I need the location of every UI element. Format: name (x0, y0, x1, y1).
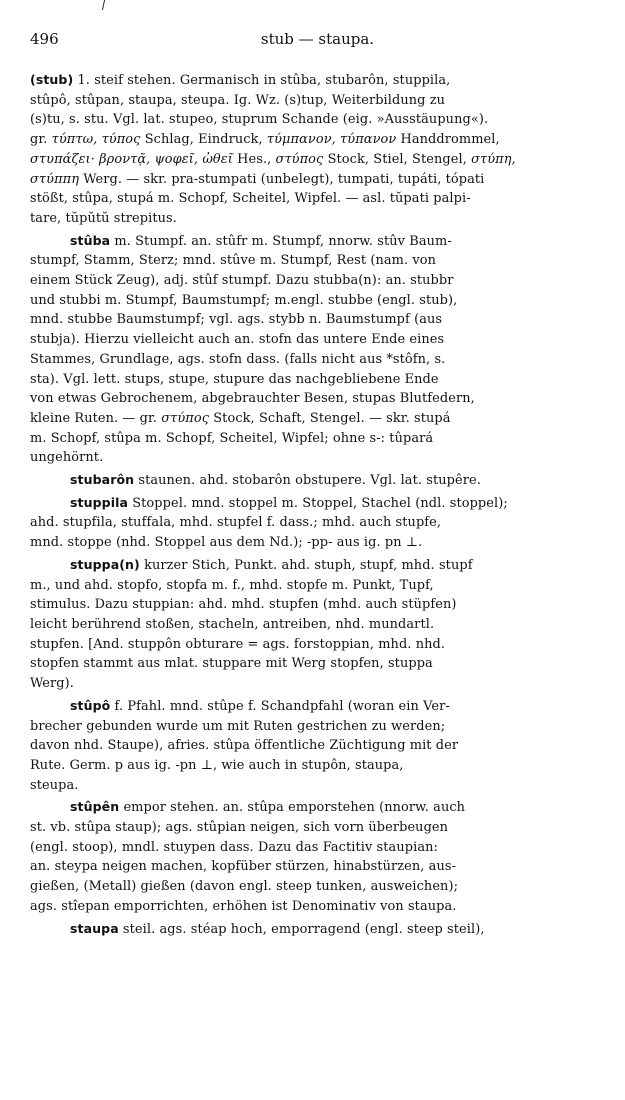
entry-text: (s)tu, s. stu. Vgl. lat. stupeo, stuprum Schande (eig. »Ausstäupung«). (30, 112, 489, 128)
headword: stuppila (70, 494, 129, 510)
entry-text: stopfen stammt aus mlat. stuppare mit Werg stopfen, stuppa (30, 656, 433, 672)
sub-entry (30, 470, 612, 491)
entry-text: Werg). (30, 676, 74, 692)
entry-line (30, 130, 612, 150)
entry-line (30, 838, 612, 858)
entry-text: m. Schopf, stûpa m. Schopf, Scheitel, Wipfel; ohne s-: tûpará (30, 430, 434, 446)
entry-line (30, 91, 612, 111)
entry-text: stumpf, Stamm, Sterz; mnd. stûve m. Stumpf, Rest (nam. von (30, 253, 437, 269)
entry-text: steil. ags. stéap hoch, emporragend (engl. steep steil), (118, 921, 485, 937)
entry-text: ags. stîepan emporrichten, erhöhen ist Denominativ von staupa. (30, 898, 457, 914)
entry-line (30, 615, 612, 635)
entry-line (30, 877, 612, 897)
entry-line (30, 150, 612, 170)
headword: stûpên (70, 799, 120, 815)
entry-text: staunen. ahd. stobarôn obstupere. Vgl. lat. stupêre. (134, 473, 481, 489)
sub-entry (30, 696, 612, 796)
entry-text: Stock, Schaft, Stengel. — skr. stupá (209, 410, 451, 426)
entry-line (70, 470, 612, 491)
greek-text: τύπτω, τύπος (51, 132, 141, 148)
running-title: stub — staupa. (260, 30, 375, 48)
entry-text: f. Pfahl. mnd. stûpe f. Schandpfahl (woran ein Ver- (110, 698, 450, 714)
entry-line (30, 70, 612, 91)
entry-text: an. steypa neigen machen, kopfüber stürzen, hinabstürzen, aus- (30, 859, 457, 875)
entry-text: stößt, stûpa, stupá m. Schopf, Scheitel, Wipfel. — asl. tŭpati palpi- (30, 191, 471, 207)
entry-text: brecher gebunden wurde um mit Ruten gestrichen zu werden; (30, 718, 446, 734)
entry-text: sta). Vgl. lett. stups, stupe, stupure das nachgebliebene Ende (30, 371, 439, 387)
sub-entry (30, 919, 612, 940)
dictionary-body (30, 70, 612, 939)
entry-text: leicht berührend stoßen, stacheln, antreiben, nhd. mundartl. (30, 616, 435, 632)
greek-text: στύπος (275, 151, 324, 167)
entry-text: Werg. — skr. pra-stumpati (unbelegt), tumpati, tupáti, tópati (79, 171, 485, 187)
entry-text: stupfen. [And. stuppôn obturare = ags. forstoppian, mhd. nhd. (30, 636, 446, 652)
headword: staupa (70, 920, 119, 936)
entry-line (30, 818, 612, 838)
headword: stûba (70, 232, 111, 248)
entry-text: 1. steif stehen. Germanisch in stûba, stubarôn, stuppila, (73, 73, 451, 88)
entry-text: ahd. stupfila, stuffala, mhd. stupfel f. dass.; mhd. auch stupfe, (30, 515, 442, 531)
entry-text: Stock, Stiel, Stengel, (323, 151, 472, 167)
page-header (30, 30, 605, 52)
entry-text: gr. (30, 132, 52, 148)
entry-line (30, 170, 612, 190)
stray-ink-mark (102, 0, 109, 10)
entry-line (70, 555, 612, 576)
sub-entry (30, 493, 612, 553)
main-entry (30, 70, 612, 229)
entry-line (30, 409, 612, 429)
entry-text: Hes., (232, 151, 276, 167)
entry-text: Rute. Germ. p aus ig. -pn ⊥, wie auch in stupôn, staupa, (30, 757, 404, 773)
headword: stûpô (70, 697, 111, 713)
entry-text: mnd. stubbe Baumstumpf; vgl. ags. stybb n. Baumstumpf (aus (30, 312, 443, 328)
entry-text: m., und ahd. stopfo, stopfa m. f., mhd. stopfe m. Punkt, Tupf, (30, 577, 434, 593)
entry-line (30, 350, 612, 370)
entry-line (30, 635, 612, 655)
entry-line (30, 429, 612, 449)
entry-line (70, 696, 612, 717)
entry-text: st. vb. stûpa staup); ags. stûpian neigen, sich vorn überbeugen (30, 820, 449, 836)
sub-entry (30, 231, 612, 468)
entry-text: Stammes, Grundlage, ags. stofn dass. (falls nicht aus *stôfn, s. (30, 351, 446, 367)
entry-line (30, 110, 612, 130)
entry-line (70, 797, 612, 818)
entry-text: stûpô, stûpan, staupa, steupa. Ig. Wz. (s)tup, Weiterbildung zu (30, 92, 446, 108)
entry-text: m. Stumpf. an. stûfr m. Stumpf, nnorw. stûv Baum- (110, 233, 452, 249)
greek-text: στύπη, (471, 151, 516, 167)
headword: stuppa(n) (70, 556, 140, 572)
entry-text: (engl. stoop), mndl. stuypen dass. Dazu das Factitiv staupian: (30, 839, 438, 855)
entry-text: kurzer Stich, Punkt. ahd. stuph, stupf, mhd. stupf (139, 557, 473, 573)
entry-line (30, 736, 612, 756)
entry-line (30, 576, 612, 596)
entry-line (30, 595, 612, 615)
sub-entry (30, 797, 612, 916)
entry-line (30, 448, 612, 468)
page-number: 496 (30, 30, 59, 48)
entry-text: kleine Ruten. — gr. (30, 410, 162, 426)
entry-text: tare, tŭpŭtŭ strepitus. (30, 210, 177, 226)
entry-line (30, 756, 612, 776)
entry-text: ungehörnt. (30, 450, 104, 466)
entry-text: davon nhd. Staupe), afries. stûpa öffentliche Züchtigung mit der (30, 738, 459, 754)
entry-line (30, 513, 612, 533)
entry-line (30, 674, 612, 694)
entry-line (30, 776, 612, 796)
entry-text: empor stehen. an. stûpa emporstehen (nnorw. auch (119, 800, 466, 816)
sub-entry (30, 555, 612, 694)
entry-text: von etwas Gebrochenem, abgebrauchter Besen, stupas Blutfedern, (30, 391, 475, 407)
entry-line (30, 857, 612, 877)
entry-text: gießen, (Metall) gießen (davon engl. steep tunken, ausweichen); (30, 879, 459, 895)
headword: (stub) (30, 72, 74, 87)
entry-line (70, 919, 612, 940)
entry-text: und stubbi m. Stumpf, Baumstumpf; m.engl. stubbe (engl. stub), (30, 292, 458, 308)
greek-text: στύπος (161, 410, 210, 426)
entry-text: Handdrommel, (396, 132, 500, 148)
entry-text: einem Stück Zeug), adj. stûf stumpf. Dazu stubba(n): an. stubbr (30, 273, 454, 289)
entry-text: Stoppel. mnd. stoppel m. Stoppel, Stachel (ndl. stoppel); (128, 495, 508, 511)
entry-text: stubja). Hierzu vielleicht auch an. stofn das untere Ende eines (30, 332, 445, 348)
entry-line (30, 370, 612, 390)
entry-text: mnd. stoppe (nhd. Stoppel aus dem Nd.); -pp- aus ig. pn ⊥. (30, 535, 423, 551)
greek-text: τύμπανον, τύπανον (266, 132, 397, 148)
greek-text: στύππη (30, 171, 80, 187)
entry-line (30, 654, 612, 674)
greek-text: στυπάζει· βροντᾷ, ψοφεῖ, ὠθεῖ (30, 151, 233, 167)
entry-text: Schlag, Eindruck, (140, 132, 267, 148)
entry-line (30, 330, 612, 350)
entry-line (30, 271, 612, 291)
entry-line (30, 389, 612, 409)
entry-line (30, 209, 612, 229)
entry-line (70, 493, 612, 514)
entry-text: steupa. (30, 777, 79, 793)
headword: stubarôn (70, 472, 135, 488)
entry-line (30, 189, 612, 209)
entry-line (30, 897, 612, 917)
entry-line (30, 717, 612, 737)
entry-line (70, 231, 612, 252)
entry-text: stimulus. Dazu stuppian: ahd. mhd. stupfen (mhd. auch stüpfen) (30, 597, 457, 613)
entry-line (30, 251, 612, 271)
entry-line (30, 533, 612, 553)
entry-line (30, 310, 612, 330)
entry-line (30, 291, 612, 311)
